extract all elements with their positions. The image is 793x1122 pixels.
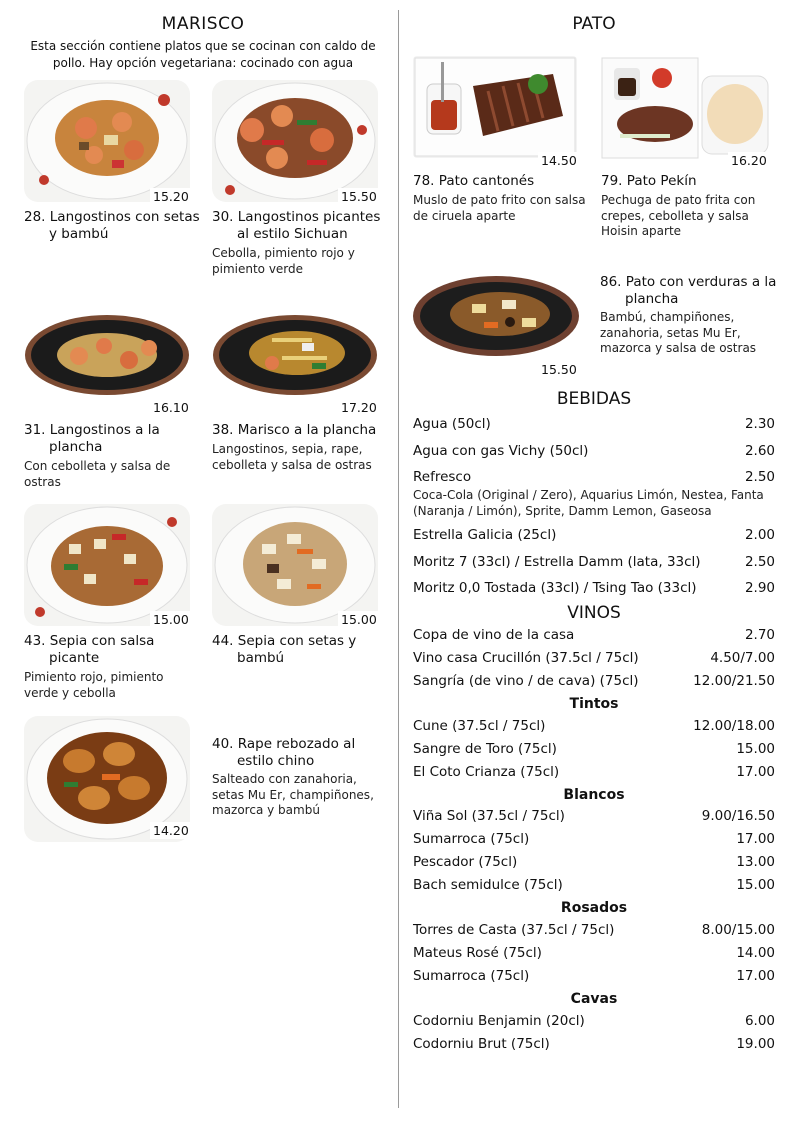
- drink-name: Refresco: [413, 469, 472, 485]
- dish-name-28: [24, 209, 204, 243]
- drink-name: Moritz 0,0 Tostada (33cl) / Tsing Tao (33cl): [413, 580, 697, 596]
- dish-photo-43: [24, 504, 190, 626]
- wine-row: [413, 764, 775, 781]
- wine-price: 19.00: [736, 1036, 775, 1052]
- bebidas-title: BEBIDAS: [556, 389, 632, 409]
- wine-price: 17.00: [736, 831, 775, 847]
- drink-row: [413, 443, 775, 460]
- dish-desc-79: Pechuga de pato frita con crepes, cebolleta y salsa Hoisin aparte: [601, 193, 756, 238]
- wine-price: 15.00: [736, 877, 775, 893]
- dish-name-line2: y bambú: [49, 226, 109, 242]
- dish-name-44: [212, 633, 392, 667]
- drink-price: 2.50: [744, 554, 775, 570]
- wine-name: Sangría (de vino / de cava) (75cl): [413, 673, 639, 689]
- dish-name-40: [212, 736, 392, 770]
- dish-desc-86: Bambú, champiñones, zanahoria, setas Mu Er, mazorca y salsa de ostras: [600, 310, 757, 355]
- dish-name-line1: Sepia con salsa: [49, 633, 155, 649]
- dish-name-line1: Marisco a la plancha: [237, 422, 377, 438]
- dish-name-line1: Sepia con setas y: [237, 633, 357, 649]
- refresco-desc: Coca-Cola (Original / Zero), Aquarius Limón, Nestea, Fanta (Naranja / Limón), Sprite, Damm Lemon, Gaseosa: [413, 488, 764, 518]
- wine-price: 14.00: [736, 945, 775, 961]
- wine-name: Sumarroca (75cl): [413, 968, 530, 984]
- dish-name-line1: Langostinos con setas: [49, 209, 200, 225]
- dish-name-78: [413, 173, 593, 190]
- wine-name: Codorniu Benjamin (20cl): [413, 1013, 585, 1029]
- wine-price: 9.00/16.50: [701, 808, 775, 824]
- dish-photo-78: [413, 56, 577, 158]
- dish-name-line1: Langostinos a la: [49, 422, 160, 438]
- dish-name-line2: estilo chino: [237, 753, 315, 769]
- dish-name-line2: plancha: [625, 291, 679, 307]
- drink-name: Agua (50cl): [413, 416, 491, 432]
- dish-name-86: [600, 274, 785, 308]
- dish-name-line1: Pato Pekín: [626, 173, 697, 189]
- wine-price: 2.70: [744, 627, 775, 643]
- wine-name: Sangre de Toro (75cl): [413, 741, 557, 757]
- wine-row: [413, 741, 775, 758]
- dish-desc-38: Langostinos, sepia, rape, cebolleta y salsa de ostras: [212, 442, 372, 472]
- wine-name: Bach semidulce (75cl): [413, 877, 563, 893]
- dish-number: 28.: [24, 209, 46, 225]
- wine-row: [413, 718, 775, 735]
- wine-row: [413, 627, 775, 644]
- drink-row: [413, 416, 775, 433]
- dish-number: 31.: [24, 422, 46, 438]
- wine-row: [413, 1036, 775, 1053]
- dish-name-line1: Langostinos picantes: [237, 209, 381, 225]
- dish-name-30: [212, 209, 392, 243]
- dish-price-31: 16.10: [150, 399, 192, 416]
- drink-price: 2.90: [744, 580, 775, 596]
- column-divider: [398, 10, 399, 1108]
- wine-price: 17.00: [736, 968, 775, 984]
- wine-name: Copa de vino de la casa: [413, 627, 575, 643]
- wine-row: [413, 650, 775, 667]
- wine-row: [413, 968, 775, 985]
- wine-name: Mateus Rosé (75cl): [413, 945, 542, 961]
- marisco-intro: Esta sección contiene platos que se cocinan con caldo de pollo. Hay opción vegetariana: cocinado con agua: [30, 39, 376, 70]
- dish-name-line1: Rape rebozado al: [237, 736, 356, 752]
- wine-name: Cune (37.5cl / 75cl): [413, 718, 546, 734]
- wine-row: [413, 945, 775, 962]
- dish-desc-78: Muslo de pato frito con salsa de ciruela aparte: [413, 193, 586, 223]
- dish-name-31: [24, 422, 204, 456]
- cavas-heading: Cavas: [570, 991, 618, 1007]
- wine-price: 15.00: [736, 741, 775, 757]
- drink-price: 2.60: [744, 443, 775, 459]
- wine-price: 12.00/18.00: [693, 718, 775, 734]
- dish-number: 79.: [601, 173, 623, 189]
- wine-row: [413, 808, 775, 825]
- tintos-heading: Tintos: [569, 696, 619, 712]
- dish-photo-38: [212, 308, 378, 403]
- dish-number: 86.: [600, 274, 622, 290]
- dish-desc-31: Con cebolleta y salsa de ostras: [24, 459, 171, 489]
- drink-name: Agua con gas Vichy (50cl): [413, 443, 589, 459]
- dish-photo-79: [600, 56, 770, 160]
- wine-price: 17.00: [736, 764, 775, 780]
- dish-number: 40.: [212, 736, 234, 752]
- drink-row: [413, 527, 775, 544]
- wine-price: 13.00: [736, 854, 775, 870]
- drink-name: Moritz 7 (33cl) / Estrella Damm (lata, 33cl): [413, 554, 701, 570]
- dish-price-86: 15.50: [538, 361, 580, 378]
- dish-price-78: 14.50: [538, 152, 580, 169]
- dish-name-line2: al estilo Sichuan: [237, 226, 348, 242]
- wine-name: Pescador (75cl): [413, 854, 518, 870]
- drink-row: [413, 469, 775, 486]
- dish-name-line1: Pato cantonés: [438, 173, 535, 189]
- dish-number: 38.: [212, 422, 234, 438]
- dish-number: 44.: [212, 633, 234, 649]
- dish-name-line2: plancha: [49, 439, 103, 455]
- wine-name: Sumarroca (75cl): [413, 831, 530, 847]
- wine-row: [413, 673, 775, 690]
- dish-name-43: [24, 633, 204, 667]
- blancos-heading: Blancos: [563, 787, 625, 803]
- dish-name-line1: Pato con verduras a la: [625, 274, 777, 290]
- wine-price: 12.00/21.50: [693, 673, 775, 689]
- wine-name: Codorniu Brut (75cl): [413, 1036, 550, 1052]
- dish-desc-40: Salteado con zanahoria, setas Mu Er, champiñones, mazorca y bambú: [212, 772, 374, 817]
- dish-number: 43.: [24, 633, 46, 649]
- marisco-title: MARISCO: [161, 14, 245, 34]
- drink-row: [413, 554, 775, 571]
- drink-price: 2.30: [744, 416, 775, 432]
- wine-row: [413, 922, 775, 939]
- wine-row: [413, 1013, 775, 1030]
- rosados-heading: Rosados: [560, 900, 628, 916]
- dish-desc-43: Pimiento rojo, pimiento verde y cebolla: [24, 670, 164, 700]
- dish-price-43: 15.00: [150, 611, 192, 628]
- wine-name: El Coto Crianza (75cl): [413, 764, 560, 780]
- wine-price: 4.50/7.00: [710, 650, 775, 666]
- dish-photo-86: [412, 270, 580, 362]
- pato-title: PATO: [572, 14, 616, 34]
- dish-price-40: 14.20: [150, 822, 192, 839]
- dish-number: 78.: [413, 173, 435, 189]
- wine-row: [413, 854, 775, 871]
- wine-price: 8.00/15.00: [701, 922, 775, 938]
- wine-row: [413, 877, 775, 894]
- drink-price: 2.00: [744, 527, 775, 543]
- dish-price-28: 15.20: [150, 188, 192, 205]
- dish-photo-44: [212, 504, 378, 626]
- dish-price-44: 15.00: [338, 611, 380, 628]
- dish-number: 30.: [212, 209, 234, 225]
- dish-name-38: [212, 422, 392, 439]
- dish-photo-28: [24, 80, 190, 202]
- vinos-title: VINOS: [567, 603, 621, 623]
- drink-row: [413, 580, 775, 597]
- wine-row: [413, 831, 775, 848]
- drink-name: Estrella Galicia (25cl): [413, 527, 557, 543]
- drink-price: 2.50: [744, 469, 775, 485]
- wine-name: Viña Sol (37.5cl / 75cl): [413, 808, 565, 824]
- wine-price: 6.00: [744, 1013, 775, 1029]
- dish-price-79: 16.20: [728, 152, 770, 169]
- dish-desc-30: Cebolla, pimiento rojo y pimiento verde: [212, 246, 355, 276]
- dish-price-38: 17.20: [338, 399, 380, 416]
- dish-name-79: [601, 173, 781, 190]
- dish-price-30: 15.50: [338, 188, 380, 205]
- wine-name: Torres de Casta (37.5cl / 75cl): [413, 922, 615, 938]
- wine-name: Vino casa Crucillón (37.5cl / 75cl): [413, 650, 639, 666]
- dish-photo-30: [212, 80, 378, 202]
- dish-photo-31: [24, 308, 190, 403]
- dish-name-line2: bambú: [237, 650, 285, 666]
- dish-name-line2: picante: [49, 650, 100, 666]
